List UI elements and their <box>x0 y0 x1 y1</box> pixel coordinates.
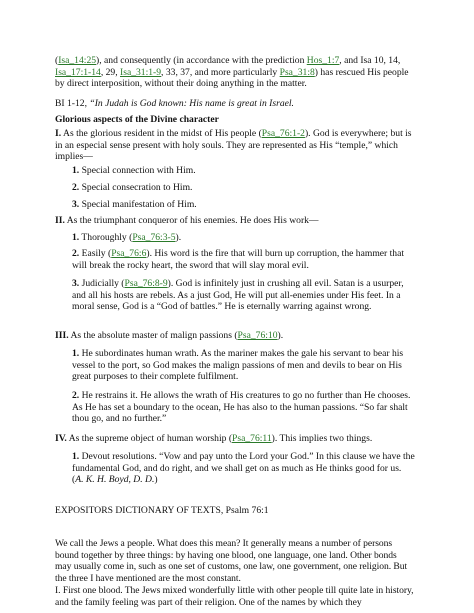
scripture-link[interactable]: Psa_76:3-5 <box>132 232 176 243</box>
point-one: I. As the glorious resident in the midst of His people (Psa_76:1-2). God is everywhere; but is in an especial sense present with holy souls. They are represented as His “temple,” which implies— <box>55 128 412 163</box>
scripture-link[interactable]: Hos_1:7 <box>306 55 340 66</box>
sub-point: 2. Easily (Psa_76:6). His word is the fire that will burn up corruption, the hammer that will break the rocky heart, the sword that will slay moral evil. <box>72 248 405 271</box>
sub-point: 1. He subordinates human wrath. As the mariner makes the gale his servant to bear his vessel to the port, so God makes the malign passions of men and devils to bear on His great purposes to their complete fulfilment. <box>72 348 404 383</box>
scripture-link[interactable]: Psa_76:10 <box>237 330 278 341</box>
bi-citation: BI 1-12, “In Judah is God known: His name is great in Israel. <box>55 98 294 109</box>
body-paragraph: I. First one blood. The Jews mixed wonderfully little with other people till quite late in history, and the family feeling was part of their religion. One of the names by which they <box>55 585 414 608</box>
scripture-link[interactable]: Isa_14:25 <box>58 55 97 66</box>
scripture-link[interactable]: Isa_31:1-9 <box>120 66 162 78</box>
expositors-heading: EXPOSITORS DICTIONARY OF TEXTS, Psalm 76:1 <box>55 505 269 516</box>
scripture-link[interactable]: Psa_31:8 <box>279 66 315 78</box>
intro-paragraph: (Isa_14:25), and consequently (in accordance with the prediction Hos_1:7, and Isa 10, 14, Isa_17:1-14, 29, Isa_31:1-9, 33, 37, and more particularly Psa_31:8) has rescued His people by direct interposition, without their doing anything in the matter. <box>55 55 409 90</box>
point-two: II. As the triumphant conqueror of his enemies. He does His work— <box>55 215 319 226</box>
sub-point: 2. Special consecration to Him. <box>72 182 193 193</box>
sub-point: 2. He restrains it. He allows the wrath of His creatures to go no further than He chooses. As He has set a boundary to the ocean, He has also to the human passions. “So far shalt thou go, and no further.” <box>72 390 411 425</box>
scripture-link[interactable]: Psa_76:8-9 <box>124 278 168 289</box>
sub-point: 1. Thoroughly (Psa_76:3-5). <box>72 232 182 243</box>
section-heading: Glorious aspects of the Divine character <box>55 114 219 125</box>
point-four: IV. As the supreme object of human worship (Psa_76:11). This implies two things. <box>55 433 373 444</box>
point-three: III. As the absolute master of malign passions (Psa_76:10). <box>55 330 284 341</box>
sub-point: 3. Judicially (Psa_76:8-9). God is infinitely just in crushing all evil. Satan is a usurper, and all his hosts are rebels. As a just God, He will put all-enemies under His feet. In a moral sense, God is a “God of battles.” He is eternally warring against wrong. <box>72 278 404 313</box>
sub-point: 1. Special connection with Him. <box>72 165 196 176</box>
sub-point: 3. Special manifestation of Him. <box>72 199 197 210</box>
scripture-link[interactable]: Isa_17:1-14 <box>55 66 101 78</box>
scripture-link[interactable]: Psa_76:1-2 <box>261 128 305 139</box>
body-paragraph: We call the Jews a people. What does this mean? It generally means a number of persons bound together by three things: by having one blood, one language, one land. Other bonds may usually come in, such as one set of customs, one law, one government, one religion. But the three I have mentioned are the most constant. <box>55 538 408 584</box>
scripture-link[interactable]: Psa_76:6 <box>111 248 147 259</box>
sub-point: 1. Devout resolutions. “Vow and pay unto the Lord your God.” In this clause we have the fundamental God, and do right, and we shall get on as much as He thinks good for us. (A. K. H. Boyd, D. D.) <box>72 451 415 486</box>
scripture-link[interactable]: Psa_76:11 <box>232 433 272 444</box>
